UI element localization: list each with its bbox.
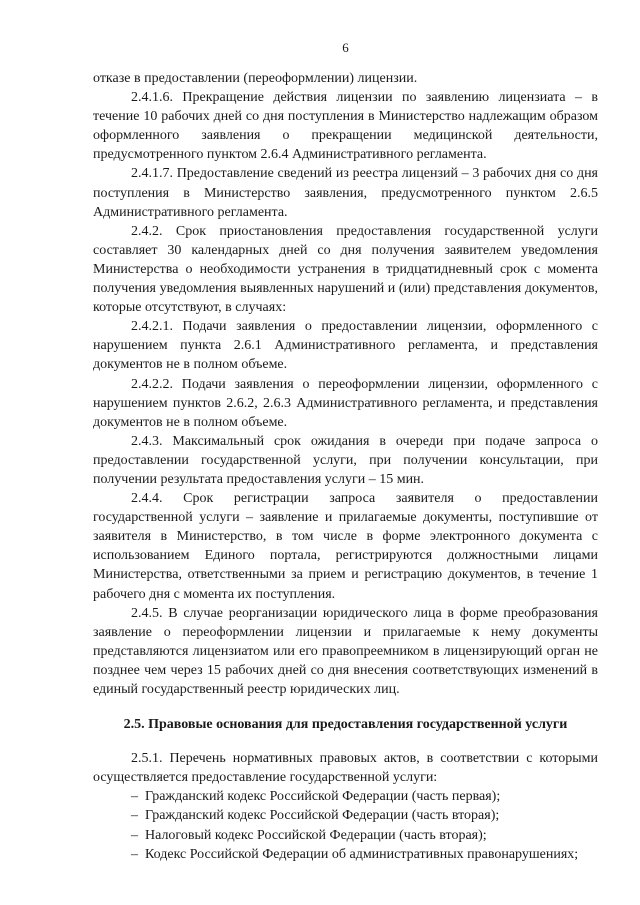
dash-marker: –: [131, 808, 138, 824]
dash-marker: –: [131, 846, 138, 862]
section-intro: 2.5.1. Перечень нормативных правовых актов, в соответствии с которыми осуществляется предоставление государственной услуги:: [93, 751, 598, 786]
list-item: [93, 845, 598, 864]
paragraph: 2.4.5. В случае реорганизации юридического лица в форме преобразования заявление о переоформлении лицензии и прилагаемые к нему документы представляются лицензиатом или его правопреемником в лицензирующий орган не позднее чем через 15 рабочих дней со дня внесения соответствующих изменений в единый государственный реестр юридических лиц.: [93, 605, 598, 697]
paragraph: 2.4.1.7. Предоставление сведений из реестра лицензий – 3 рабочих дня со дня поступления в Министерство заявления, предусмотренного пунктом 2.6.5 Административного регламента.: [93, 166, 598, 220]
paragraph: 2.4.4. Срок регистрации запроса заявителя о предоставлении государственной услуги – заявление и прилагаемые документы, поступившие от заявителя в Министерство, в том числе в форме электронного документа с использованием Единого портала, регистрируются должностными лицами Министерства, ответственными за прием и регистрацию документов, в течение 1 рабочего дня с момента их поступления.: [93, 491, 598, 602]
list-item: [93, 787, 598, 806]
page-number: 6: [342, 40, 349, 55]
list-item: [93, 826, 598, 845]
paragraph: 2.4.1.6. Прекращение действия лицензии по заявлению лицензиата – в течение 10 рабочих дней со дня поступления в Министерство надлежащим образом оформленного заявления о прекращении медицинской деятельности, предусмотренного пунктом 2.6.4 Административного регламента.: [93, 90, 598, 163]
list-item-text: Кодекс Российской Федерации об административных правонарушениях;: [145, 846, 579, 862]
dash-marker: –: [131, 827, 138, 843]
paragraph: 2.4.3. Максимальный срок ожидания в очереди при подаче запроса о предоставлении государственной услуги, при получении консультации, при получении результата предоставления услуги – 15 мин.: [93, 433, 598, 487]
list-item-text: Гражданский кодекс Российской Федерации (часть вторая);: [145, 808, 500, 824]
paragraph: 2.4.2.2. Подачи заявления о переоформлении лицензии, оформленного с нарушением пунктов 2.6.2, 2.6.3 Административного регламента, и представления документов не в полном объеме.: [93, 376, 598, 430]
list-item-text: Гражданский кодекс Российской Федерации (часть первая);: [145, 789, 501, 805]
document-body: [93, 69, 598, 864]
list-item: [93, 806, 598, 825]
paragraph: 2.4.2. Срок приостановления предоставления государственной услуги составляет 30 календарных дней со дня получения заявителем уведомления Министерства о необходимости устранения в тридцатидневный срок с момента получения уведомления выявленных нарушений и (или) представления документов, которые отсутствуют, в случаях:: [93, 223, 598, 316]
list-item-text: Налоговый кодекс Российской Федерации (часть вторая);: [145, 827, 487, 843]
section-heading: 2.5. Правовые основания для предоставления государственной услуги: [123, 717, 568, 733]
paragraph: 2.4.2.1. Подачи заявления о предоставлении лицензии, оформленного с нарушением пункта 2.6.1 Административного регламента, и представления документов не в полном объеме.: [93, 319, 598, 373]
paragraph: отказе в предоставлении (переоформлении) лицензии.: [93, 71, 418, 86]
document-page: [93, 0, 598, 905]
dash-marker: –: [131, 789, 138, 805]
